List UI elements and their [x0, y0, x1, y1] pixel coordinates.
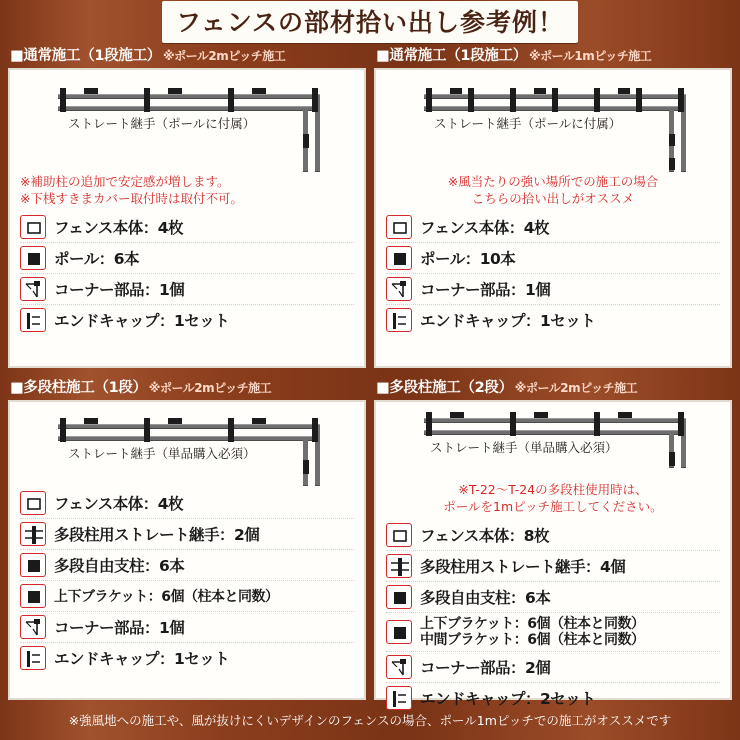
free-post-icon — [20, 553, 46, 577]
end-cap-icon — [386, 686, 412, 710]
joint-block-1 — [450, 412, 464, 418]
fence-schematic — [20, 80, 354, 172]
list-item-label: フェンス本体：4枚 — [54, 495, 184, 513]
joint-block-1 — [84, 88, 98, 94]
corner-part-icon — [20, 277, 46, 301]
list-item-label: ポール：6本 — [54, 249, 139, 268]
post-3 — [594, 412, 600, 436]
post-1 — [426, 88, 432, 112]
list-item-label: コーナー部品：1個 — [54, 280, 185, 299]
fence-panel-icon — [386, 523, 412, 547]
list-item-label: コーナー部品：2個 — [420, 658, 551, 677]
parts-list — [386, 520, 720, 713]
post-3 — [228, 418, 234, 442]
joint-block-4 — [669, 452, 675, 466]
footer-note: ※強風地への施工や、風が抜けにくいデザインのフェンスの場合、ポール1mピッチでの施工がオススメです — [68, 713, 672, 728]
list-item-label: コーナー部品：1個 — [420, 280, 551, 299]
joint-block-4 — [669, 134, 675, 146]
list-item-label: 多段柱用ストレート継手：2個 — [54, 526, 260, 544]
panel-note — [386, 482, 720, 516]
joint-block-4 — [303, 460, 309, 474]
list-item — [20, 304, 354, 335]
list-item-label: フェンス本体：8枚 — [420, 526, 550, 545]
list-item-label: エンドキャップ：2セット — [420, 689, 596, 708]
list-item-label: コーナー部品：1個 — [54, 619, 185, 637]
rail-top-horizontal — [424, 418, 686, 423]
panel-note — [20, 174, 354, 208]
list-item-label: エンドキャップ：1セット — [420, 311, 596, 330]
schematic-label: ストレート継手（ポールに付属） — [68, 116, 256, 131]
list-item — [386, 581, 720, 612]
list-item-label: 多段自由支柱：6本 — [420, 588, 551, 607]
list-item — [386, 612, 720, 651]
pole-icon — [20, 246, 46, 270]
list-item — [386, 212, 720, 242]
list-item — [20, 212, 354, 242]
post-1 — [426, 412, 432, 436]
joint-block-2 — [534, 88, 546, 94]
panel-multipost-2stage — [374, 376, 732, 708]
panel-body — [374, 400, 732, 708]
panel-subtitle: ※ポール2mピッチ施工 — [148, 381, 272, 395]
list-item — [20, 549, 354, 580]
panel-subtitle: ※ポール1mピッチ施工 — [529, 49, 652, 63]
post-4 — [678, 412, 684, 436]
post-4 — [312, 418, 318, 442]
list-item-label: 多段柱用ストレート継手：4個 — [420, 557, 626, 576]
note-line-2: ポールを1mピッチ施工してください。 — [443, 498, 663, 514]
joint-block-2 — [168, 88, 182, 94]
fence-schematic — [386, 412, 720, 468]
panel-title: ■通常施工（1段施工） — [10, 48, 161, 64]
panel-normal-1m — [374, 44, 732, 368]
list-item — [386, 242, 720, 273]
joint-block-3 — [252, 418, 266, 424]
fence-panel-icon — [20, 215, 46, 239]
post-7 — [678, 88, 684, 112]
list-item-label: 多段自由支柱：6本 — [54, 557, 185, 575]
rail-top-horizontal — [58, 94, 320, 99]
fence-schematic — [386, 80, 720, 172]
panel-row-1 — [8, 44, 732, 368]
post-6 — [636, 88, 642, 112]
note-line-1: ※補助柱の追加で安定感が増します。 — [20, 174, 230, 189]
post-2 — [144, 88, 150, 112]
panel-body — [8, 400, 366, 700]
joint-block-1 — [450, 88, 462, 94]
joint-block-3 — [618, 88, 630, 94]
panel-subtitle: ※ポール2mピッチ施工 — [163, 49, 286, 63]
parts-list — [386, 212, 720, 335]
rail-mid-horizontal — [424, 430, 686, 435]
list-item — [20, 611, 354, 642]
list-item — [386, 520, 720, 550]
post-2 — [144, 418, 150, 442]
corner-part-icon — [386, 655, 412, 679]
list-item — [20, 242, 354, 273]
bracket-icon — [20, 584, 46, 608]
schematic-label: ストレート継手（単品購入必須） — [68, 446, 256, 461]
page-title: フェンスの部材拾い出し参考例！ — [162, 1, 578, 43]
end-cap-icon — [20, 646, 46, 670]
list-item-label: エンドキャップ：1セット — [54, 311, 230, 330]
list-item — [386, 273, 720, 304]
end-cap-icon — [20, 308, 46, 332]
multi-joint-icon — [386, 554, 412, 578]
post-4 — [312, 88, 318, 112]
joint-block-3 — [618, 412, 632, 418]
corner-part-icon — [20, 615, 46, 639]
bracket-icon — [386, 620, 412, 644]
panel-title: ■通常施工（1段施工） — [376, 48, 527, 64]
list-item — [20, 580, 354, 611]
joint-block-4 — [303, 134, 309, 148]
note-line-2: ※下桟すきまカバー取付時は取付不可。 — [20, 190, 243, 206]
panel-body — [8, 68, 366, 368]
parts-list — [20, 488, 354, 673]
joint-block-5 — [669, 158, 675, 170]
list-item — [386, 550, 720, 581]
note-line-1: ※風当たりの強い場所での施工の場合 — [447, 174, 659, 189]
list-item-label: フェンス本体：4枚 — [54, 218, 184, 237]
post-3 — [228, 88, 234, 112]
post-1 — [60, 418, 66, 442]
free-post-icon — [386, 585, 412, 609]
end-cap-icon — [386, 308, 412, 332]
post-4 — [552, 88, 558, 112]
list-item — [20, 273, 354, 304]
list-item — [386, 682, 720, 713]
pole-icon — [386, 246, 412, 270]
title-bar — [0, 0, 740, 44]
list-item-label: 上下ブラケット：6個（柱本と同数） — [54, 589, 279, 605]
list-item — [20, 488, 354, 518]
joint-block-2 — [168, 418, 182, 424]
rail-top-horizontal — [58, 424, 320, 429]
list-item — [20, 642, 354, 673]
list-item — [20, 518, 354, 549]
panel-grid — [0, 44, 740, 708]
list-item-label: エンドキャップ：1セット — [54, 650, 230, 668]
list-item — [386, 304, 720, 335]
parts-list — [20, 212, 354, 335]
fence-panel-icon — [386, 215, 412, 239]
panel-title: ■多段柱施工（2段） — [376, 380, 513, 396]
panel-note — [386, 174, 720, 208]
post-2 — [468, 88, 474, 112]
panel-normal-2m — [8, 44, 366, 368]
rail-bottom-horizontal — [58, 436, 320, 441]
schematic-label: ストレート継手（単品購入必須） — [430, 440, 618, 455]
post-2 — [510, 412, 516, 436]
panel-multipost-1stage — [8, 376, 366, 700]
fence-schematic — [20, 412, 354, 486]
corner-part-icon — [386, 277, 412, 301]
multi-joint-icon — [20, 522, 46, 546]
rail-bottom-horizontal — [58, 106, 320, 111]
note-line-1: ※T-22〜T-24の多段柱使用時は、 — [458, 482, 648, 497]
joint-block-1 — [84, 418, 98, 424]
post-1 — [60, 88, 66, 112]
post-3 — [510, 88, 516, 112]
panel-subtitle: ※ポール2mピッチ施工 — [514, 381, 638, 395]
post-5 — [594, 88, 600, 112]
panel-row-2 — [8, 376, 732, 708]
panel-header — [374, 44, 732, 68]
list-item-label-line1: 上下ブラケット：6個（柱本と同数） — [420, 615, 645, 632]
list-item-label-group — [420, 616, 645, 648]
list-item — [386, 651, 720, 682]
panel-header — [374, 376, 732, 400]
note-line-2: こちらの拾い出しがオススメ — [471, 190, 635, 206]
list-item-label-line2: 中間ブラケット：6個（柱本と同数） — [420, 631, 645, 648]
list-item-label: ポール：10本 — [420, 249, 516, 268]
joint-block-3 — [252, 88, 266, 94]
panel-body — [374, 68, 732, 368]
panel-header — [8, 44, 366, 68]
list-item-label: フェンス本体：4枚 — [420, 218, 550, 237]
panel-header — [8, 376, 366, 400]
schematic-label: ストレート継手（ポールに付属） — [434, 116, 622, 131]
fence-panel-icon — [20, 491, 46, 515]
joint-block-2 — [534, 412, 548, 418]
panel-title: ■多段柱施工（1段） — [10, 380, 147, 396]
